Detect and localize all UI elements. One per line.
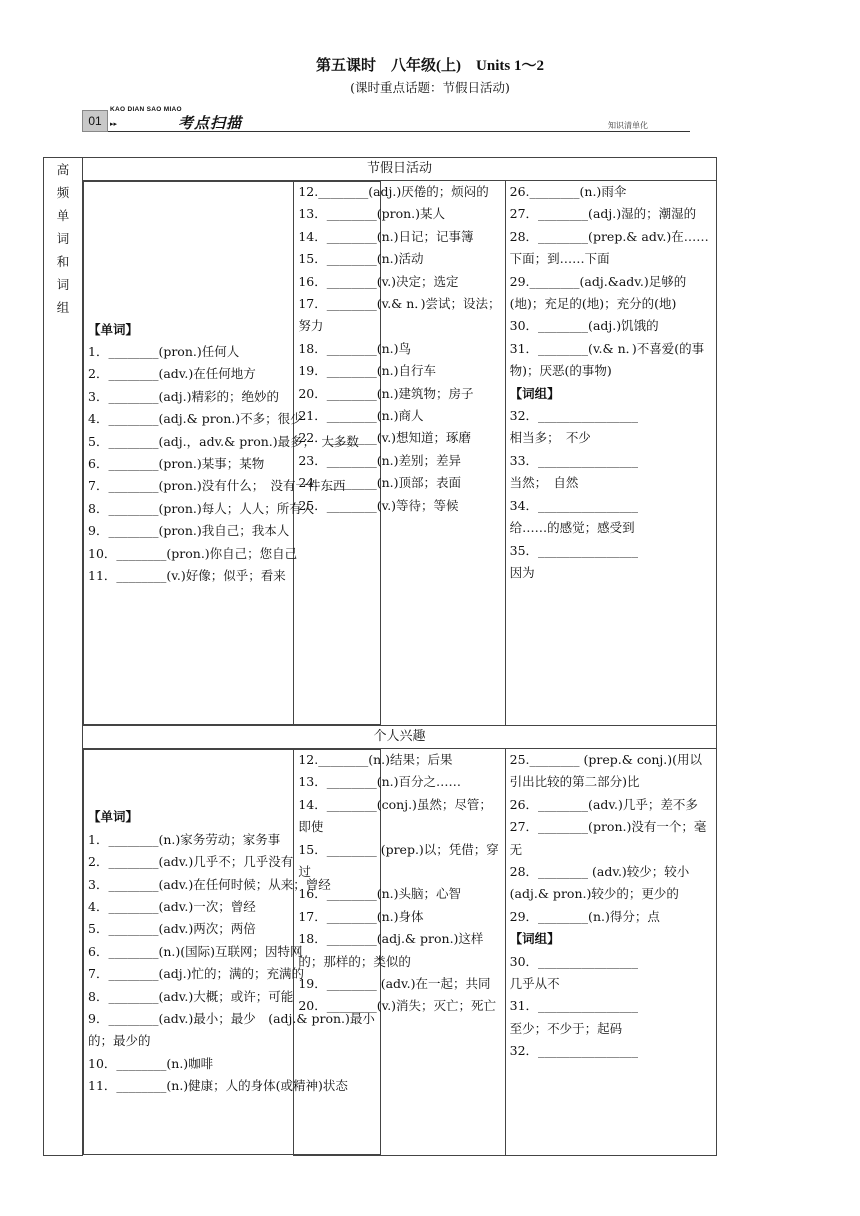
list-item: 7．________(pron.)没有什么； 没有一件东西 — [88, 478, 346, 494]
list-item: 10．________(n.)咖啡 — [88, 1055, 214, 1071]
list-item: 17．________(n.)身体 — [298, 908, 424, 924]
section-heading: 节假日活动 — [83, 158, 717, 181]
list-item: 28．________(prep.& adv.)在……下面；到……下面 — [509, 228, 709, 267]
list-item: 23．________(n.)差别；差异 — [298, 452, 462, 468]
list-item: 19．________ (adv.)在一起；共同 — [298, 976, 491, 992]
list-item: 9．________(adv.)最小；最少 (adj.& pron.)最小的；最少的 — [88, 1011, 375, 1049]
list-item: 6．________(pron.)某事；某物 — [88, 456, 265, 471]
section-banner — [82, 106, 690, 136]
list-item: 11．________(n.)健康；人的身体(或精神)状态 — [88, 1078, 348, 1094]
list-item: 6．________(n.)(国际)互联网；因特网 — [88, 943, 303, 959]
list-item: 29．________(n.)得分；点 — [509, 908, 660, 924]
list-item: 29.________(adj.&adv.)足够的(地)；充足的(地)；充分的(地) — [509, 273, 687, 312]
banner-pinyin: KAO DIAN SAO MIAO — [110, 106, 182, 113]
list-item: 27．________(adj.)湿的；潮湿的 — [509, 206, 697, 222]
banner-arrows-icon: ▸▸ — [110, 120, 118, 128]
list-item: 20．________(n.)建筑物；房子 — [298, 385, 474, 401]
list-item: 相当多； 不少 — [509, 430, 591, 446]
list-item: 1．________(pron.)任何人 — [88, 343, 240, 359]
list-item: 33．________________ — [509, 452, 639, 468]
side-char: 词 — [56, 231, 70, 246]
list-item: 27．________(pron.)没有一个；毫无 — [509, 819, 707, 857]
list-item: 32．________________ — [509, 408, 639, 424]
list-item: 【词组】 — [509, 931, 560, 947]
banner-rule — [108, 131, 690, 132]
list-item: 3．________(adv.)在任何时候；从来；曾经 — [88, 876, 331, 892]
page-title: 第五课时 八年级(上) Units 1～2 — [316, 58, 544, 74]
list-item: 18．________(n.)鸟 — [298, 340, 412, 356]
side-char: 单 — [56, 208, 70, 223]
list-item: 因为 — [509, 564, 535, 580]
side-char: 频 — [56, 185, 70, 200]
side-char: 和 — [56, 254, 70, 269]
list-item: 9．________(pron.)我自己；我本人 — [88, 523, 290, 539]
list-item: 【单词】 — [88, 809, 139, 825]
list-item: 7．________(adj.)忙的；满的；充满的 — [88, 966, 305, 982]
banner-title: 考点扫描 — [178, 114, 243, 132]
list-item: 【单词】 — [88, 321, 139, 337]
list-item: 16．________(n.)头脑；心智 — [298, 886, 462, 902]
list-item: 11．________(v.)好像；似乎；看来 — [88, 568, 286, 584]
list-item: 32．________________ — [509, 1043, 639, 1059]
words-column — [294, 181, 505, 726]
list-item: 34．________________ — [509, 497, 639, 513]
list-item: 2．________(adv.)几乎不；几乎没有 — [88, 854, 294, 870]
list-item: 19．________(n.)自行车 — [298, 363, 437, 379]
list-item: 12.________(adj.)厌倦的；烦闷的 — [298, 184, 489, 199]
list-item: 26．________(adv.)几乎；差不多 — [509, 796, 698, 812]
list-item: 28．________ (adv.)较少；较小 (adj.& pron.)较少的；更少的 — [509, 864, 702, 902]
list-item: 8．________(pron.)每人；人人；所有人 — [88, 500, 315, 516]
list-item: 13．________(pron.)某人 — [298, 206, 446, 222]
page-subtitle: (课时重点话题：节假日活动) — [350, 80, 510, 95]
list-item: 几乎从不 — [509, 976, 560, 992]
list-item: 1．________(n.)家务劳动；家务事 — [88, 831, 281, 847]
vocab-table — [43, 157, 717, 1156]
list-item: 5．________(adj.，adv.& pron.)最多； 大多数 — [88, 433, 359, 449]
side-char: 词 — [56, 277, 70, 292]
list-item: 15．________ (prep.)以；凭借；穿过 — [298, 841, 499, 880]
section-heading: 个人兴趣 — [83, 726, 717, 749]
words-column — [505, 181, 716, 726]
list-item: 至少；不少于；起码 — [509, 1020, 623, 1036]
list-item: 当然； 自然 — [509, 475, 579, 491]
list-item: 31．________________ — [509, 998, 639, 1014]
list-item: 4．________(adj.& pron.)不多；很少 — [88, 411, 303, 427]
words-column — [505, 749, 716, 1156]
list-item: 35．________________ — [509, 542, 639, 558]
banner-number: 01 — [82, 110, 108, 132]
list-item: 2．________(adv.)在任何地方 — [88, 366, 256, 382]
list-item: 30．________________ — [509, 953, 639, 969]
list-item: 5．________(adv.)两次；两倍 — [88, 921, 256, 937]
list-item: 8．________(adv.)大概；或许；可能 — [88, 988, 294, 1004]
list-item: 31．________(v.& n．)不喜爱(的事物)；厌恶(的事物) — [509, 340, 705, 379]
list-item: 13．________(n.)百分之…… — [298, 774, 462, 790]
list-item: 22．________(v.)想知道；琢磨 — [298, 430, 472, 446]
banner-tag: 知识清单化 — [608, 121, 648, 130]
side-char: 高 — [56, 162, 70, 177]
list-item: 21．________(n.)商人 — [298, 408, 424, 424]
list-item: 24．________(n.)顶部；表面 — [298, 475, 462, 491]
list-item: 15．________(n.)活动 — [298, 251, 424, 267]
list-item: 10．________(pron.)你自己；您自己 — [88, 545, 298, 561]
list-item: 【词组】 — [509, 385, 560, 401]
list-item: 给……的感觉；感受到 — [509, 520, 635, 536]
list-item: 25．________(v.)等待；等候 — [298, 497, 459, 513]
list-item: 3．________(adj.)精彩的；绝妙的 — [88, 388, 280, 404]
list-item: 4．________(adv.)一次；曾经 — [88, 898, 256, 914]
side-label — [44, 158, 83, 1156]
list-item: 17．________(v.& n．)尝试；设法；努力 — [298, 296, 501, 334]
list-item: 30．________(adj.)饥饿的 — [509, 318, 659, 334]
side-char: 组 — [56, 300, 70, 315]
list-item: 16．________(v.)决定；选定 — [298, 273, 459, 289]
list-item: 12.________(n.)结果；后果 — [298, 752, 453, 767]
list-item: 26.________(n.)雨伞 — [509, 184, 627, 199]
list-item: 20．________(v.)消失；灭亡；死亡 — [298, 998, 497, 1014]
list-item: 18．________(adj.& pron.)这样的；那样的；类似的 — [298, 931, 484, 969]
list-item: 14．________(conj.)虽然；尽管；即使 — [298, 796, 492, 835]
list-item: 25.________ (prep.& conj.)(用以引出比较的第二部分)比 — [509, 752, 703, 790]
list-item: 14．________(n.)日记；记事簿 — [298, 228, 474, 244]
